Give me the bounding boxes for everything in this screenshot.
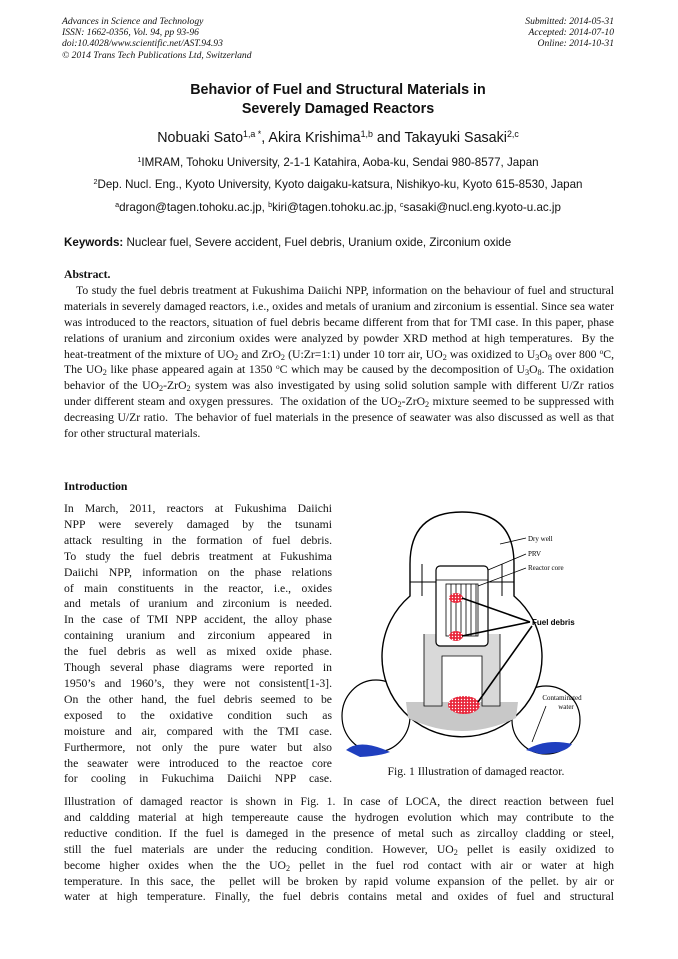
text-line: Though several phase diagrams were reported in <box>64 661 332 675</box>
text-line: water at high temperature. Finally, the fuel debris contains metal and oxides of fuel and structural <box>64 890 614 904</box>
fuel-debris-core <box>449 593 463 603</box>
title-line-1: Behavior of Fuel and Structural Materials in <box>190 82 486 98</box>
email-c[interactable]: sasaki@nucl.eng.kyoto-u.ac.jp <box>403 201 561 214</box>
label-fuel-debris: Fuel debris <box>532 618 575 627</box>
author-sep: , <box>261 130 269 146</box>
water-left <box>346 744 390 757</box>
email-sup: a <box>115 200 120 210</box>
accepted-date: Accepted: 2014-07-10 <box>528 27 614 39</box>
affiliation-2 <box>62 178 614 192</box>
abstract-heading: Abstract. <box>64 268 111 281</box>
author-name: Takayuki Sasaki <box>404 130 507 146</box>
reactor-core-rods <box>446 584 478 636</box>
affiliation-text: IMRAM, Tohoku University, 2-1-1 Katahira, Aoba-ku, Sendai 980-8577, Japan <box>141 156 539 169</box>
email-b[interactable]: kiri@tagen.tohoku.ac.jp, <box>272 201 400 214</box>
text-line: temperature. In this sace, the pellet will be broken by rapid volume expansion of the pellet. by air or <box>64 874 614 888</box>
text-line: the fuel debris as well as mixed oxide phase. <box>64 645 332 659</box>
text-line: On the other hand, the fuel debris seemed to be <box>64 692 332 706</box>
email-sup: c <box>399 200 404 210</box>
email-sup: b <box>268 200 273 210</box>
keywords-label: Keywords: <box>64 236 124 249</box>
affiliation-1 <box>62 156 614 170</box>
label-reactor-core: Reactor core <box>528 564 564 572</box>
text-line: In March, 2011, reactors at Fukushima Daiichi <box>64 502 332 515</box>
keywords <box>64 236 616 250</box>
text-line: of main constituents in the reactor, i.e., oxides <box>64 581 332 595</box>
online-date: Online: 2014-10-31 <box>537 38 614 50</box>
introduction-column-text <box>64 501 332 787</box>
author-name: Nobuaki Sato <box>157 130 244 146</box>
author-name: Akira Krishima <box>268 130 361 146</box>
journal-copyright: © 2014 Trans Tech Publications Ltd, Switzerland <box>62 49 252 61</box>
journal-info <box>62 16 252 61</box>
author-sup: 1,b <box>360 129 373 140</box>
abstract-section <box>64 267 614 442</box>
email-list <box>62 201 614 215</box>
text-line: and caldding material at high tempereaute cause the hydrogen evolution which may contribute to the <box>64 810 614 824</box>
fuel-debris-pedestal <box>448 696 480 714</box>
journal-issn: ISSN: 1662-0356, Vol. 94, pp 93-96 <box>62 27 199 39</box>
keywords-text: Nuclear fuel, Severe accident, Fuel debris, Uranium oxide, Zirconium oxide <box>123 236 512 249</box>
email-a[interactable]: dragon@tagen.tohoku.ac.jp, <box>119 201 269 214</box>
text-line: become higher oxides when the the $UO_2$ pellet in the fuel rod contact with air or water at high <box>64 858 614 873</box>
text-line: and metals of uranium and zirconium is needed. <box>64 597 332 611</box>
reactor-illustration <box>340 506 620 766</box>
journal-doi[interactable]: doi:10.4028/www.scientific.net/AST.94.93 <box>62 38 223 50</box>
text-line: the seawater were introduced to the reactoe core <box>64 756 332 770</box>
text-line: Furthermore, not only the pure water but also <box>64 740 332 754</box>
submitted-date: Submitted: 2014-05-31 <box>525 16 614 27</box>
label-prv: PRV <box>528 550 542 558</box>
water-right <box>526 742 572 754</box>
fuel-debris-rpv-bottom <box>449 631 463 641</box>
dates-info <box>525 16 614 50</box>
text-line: In the case of TMI NPP accident, the alloy phase <box>64 613 332 627</box>
label-dry-well: Dry well <box>528 535 553 543</box>
text-line: for cooling in Fukuchima Daiichi NPP case. <box>64 772 332 786</box>
text-line: Illustration of damaged reactor is shown in Fig. 1. In case of LOCA, the direct reaction between fuel <box>64 795 614 808</box>
text-line: reductive condition. If the fuel is dameged in the presence of metal such as zircalloy cladding or steel, <box>64 826 614 840</box>
author-sup: 1,a * <box>243 129 262 140</box>
text-line: still the fuel materials are under the reducing condition. However, $UO_2$ pellet is easily oxidized to <box>64 842 614 857</box>
affiliation-sup: 1 <box>137 155 142 165</box>
introduction-full-text <box>64 794 614 905</box>
author-sep: and <box>372 130 405 146</box>
affiliation-sup: 2 <box>93 177 98 187</box>
affiliation-text: Dep. Nucl. Eng., Kyoto University, Kyoto daigaku-katsura, Nishikyo-ku, Kyoto 615-8530, Japan <box>97 178 583 191</box>
abstract-body: To study the fuel debris treatment at Fukushima Daiichi NPP, information on the behaviour of fuel and structural materials in severely damaged reactors, i.e., oxides and metals of uranium and zirconium is essential. Since sea water was introduced to the reactors, situation of fuel debris became different from that for TMI case. In this paper, phase relations of uranium and zirconium oxides were analyzed by powder XRD method at high temperatures. By the heat-treatment of the mixture of $UO_2$ and ZrO$_2$ (U:Zr=1:1) under 10 torr air, $UO_2$ was oxidized to $U_3O_8$ over 800 $^o$C, The $UO_2$ like phase appeared again at 1350 $^o$C which may be caused by the decomposition of $U_3O_8$. The oxidation behavior of the $UO_2-ZrO_2$ system was also investigated by using solid solution sample with different U/Zr ratios under different steam and oxygen pressures. The oxidation of the $UO_2-ZrO_2$ mixture seemed to be suppressed with decreasing U/Zr ratio. The behavior of fuel materials in the presence of seawater was also discussed as well as that for other structural materials. <box>64 283 614 441</box>
text-line: To study the fuel debris treatment at Fukushima <box>64 549 332 563</box>
text-line: exposed to the oxidative condition such as <box>64 708 332 722</box>
figure-caption: Fig. 1 Illustration of damaged reactor. <box>387 765 565 778</box>
title-line-2: Severely Damaged Reactors <box>241 101 435 117</box>
text-line: containing uranium and zirconium appeared in <box>64 629 332 643</box>
text-line: moisture and air, compared with the TMI case. <box>64 724 332 738</box>
label-contaminated: Contaminated <box>542 694 582 702</box>
text-line: 1950’s and 1960’s, they were not consistent[1-3]. <box>64 676 332 690</box>
paper-title <box>62 81 614 119</box>
label-water: water <box>558 703 574 711</box>
author-list <box>62 129 614 147</box>
text-line: attack resulting in the formation of fuel debris. <box>64 533 332 547</box>
text-line: NPP were severely damaged by the tsunami <box>64 517 332 531</box>
text-line: Daiichi NPP, information on the phase relations <box>64 565 332 579</box>
journal-name: Advances in Science and Technology <box>62 16 204 27</box>
author-sup: 2,c <box>506 129 519 140</box>
leader-water <box>532 706 546 742</box>
introduction-heading: Introduction <box>64 480 128 493</box>
